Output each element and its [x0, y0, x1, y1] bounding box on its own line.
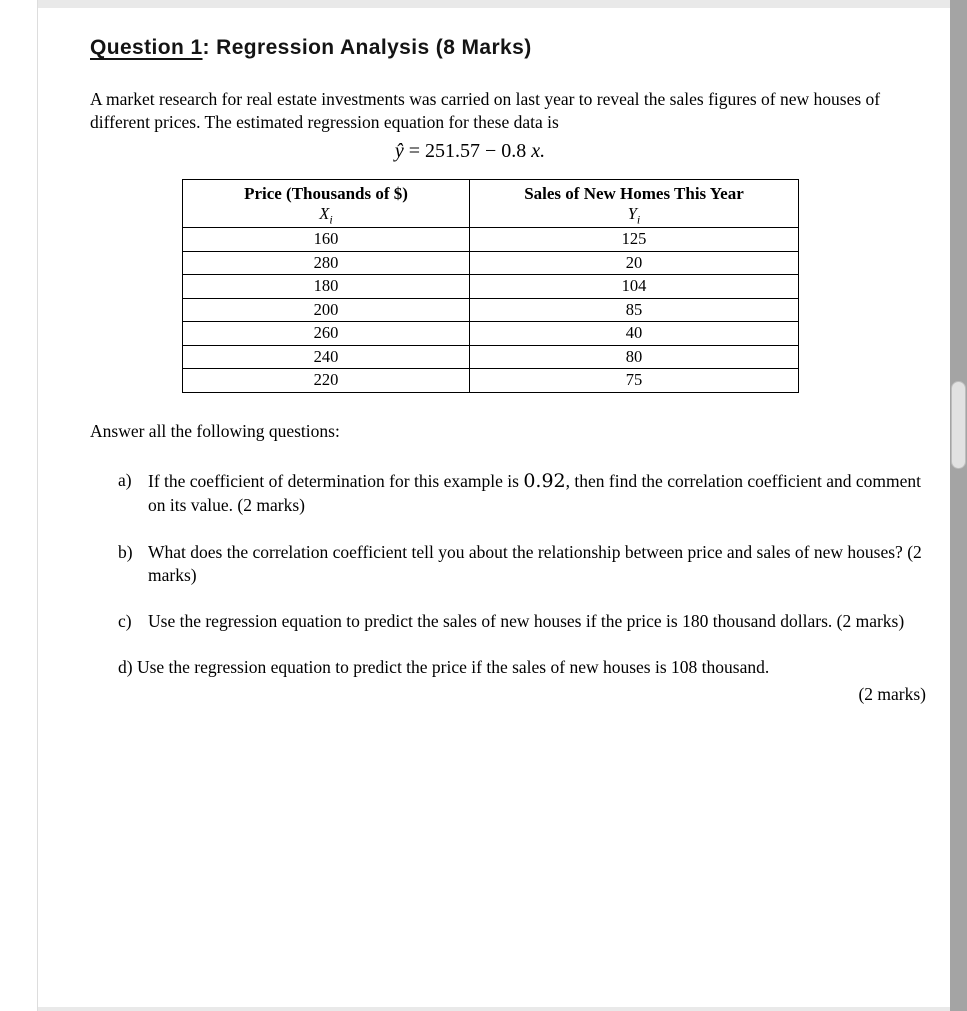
question-d-line — [118, 656, 926, 679]
answer-prompt: Answer all the following questions: — [90, 420, 340, 441]
question-label-c: c) — [118, 611, 132, 632]
equation-yhat: ŷ — [394, 140, 404, 163]
scrollbar-thumb[interactable] — [951, 381, 966, 469]
regression-equation — [90, 140, 850, 163]
table-cell: 85 — [470, 298, 799, 322]
question-a-pre: If the coefficient of determination for this example is — [148, 470, 524, 491]
question-item-d — [118, 656, 926, 706]
table-cell: 180 — [183, 275, 470, 299]
window-bottom-gap — [38, 1007, 950, 1011]
question-text-a — [148, 469, 926, 518]
sales-symbol-sub: i — [636, 212, 641, 227]
equation-x: x. — [531, 140, 546, 163]
table-cell: 104 — [470, 275, 799, 299]
question-d-marks: (2 marks) — [858, 683, 926, 704]
question-a-post: , then find the correlation coefficient and comment on its value. (2 marks) — [148, 470, 921, 516]
table-row — [183, 322, 799, 346]
question-text-d: Use the regression equation to predict the price if the sales of new houses is 108 thousand. — [136, 657, 770, 678]
question-label-b: b) — [118, 541, 133, 562]
sales-symbol — [470, 204, 798, 227]
table-header-row — [183, 180, 799, 228]
question-label-d: d) — [118, 657, 133, 678]
question-item-c — [118, 610, 926, 633]
price-symbol — [183, 204, 469, 227]
sales-header-label: Sales of New Homes This Year — [524, 184, 744, 204]
table-cell: 160 — [183, 228, 470, 252]
coefficient-of-determination-value: 0.92 — [523, 469, 566, 492]
table-cell: 40 — [470, 322, 799, 346]
questions-list — [118, 469, 926, 706]
question-text-c: Use the regression equation to predict the sales of new houses if the price is 180 thousand dollars. (2 marks) — [148, 611, 905, 632]
intro-paragraph: A market research for real estate investments was carried on last year to reveal the sales figures of new houses of different prices. The estimated regression equation for these data is — [90, 89, 881, 133]
sales-symbol-base: Y — [627, 204, 637, 224]
table-cell: 280 — [183, 251, 470, 275]
table-cell: 75 — [470, 369, 799, 393]
table-cell: 125 — [470, 228, 799, 252]
window-top-gap — [38, 0, 950, 8]
question-item-b — [118, 541, 926, 588]
table-cell: 240 — [183, 345, 470, 369]
question-text-b: What does the correlation coefficient tell you about the relationship between price and sales of new houses? (2 marks) — [148, 541, 922, 585]
question-title — [90, 36, 925, 60]
table-cell: 20 — [470, 251, 799, 275]
price-symbol-sub: i — [329, 212, 333, 227]
question-item-a — [118, 469, 926, 518]
price-symbol-base: X — [319, 204, 330, 224]
table-cell: 200 — [183, 298, 470, 322]
table-row — [183, 251, 799, 275]
table-header-price — [183, 180, 470, 228]
question-label-a: a) — [118, 469, 132, 490]
question-title-underlined: Question 1 — [90, 36, 203, 59]
table-row — [183, 345, 799, 369]
table-row — [183, 369, 799, 393]
table-cell: 80 — [470, 345, 799, 369]
table-row — [183, 275, 799, 299]
equation-body: = 251.57 − 0.8 — [408, 140, 527, 163]
table-cell: 260 — [183, 322, 470, 346]
price-header-label: Price (Thousands of $) — [244, 184, 408, 204]
table-row — [183, 298, 799, 322]
table-cell: 220 — [183, 369, 470, 393]
table-row — [183, 228, 799, 252]
document-page — [38, 8, 950, 1007]
scrollbar-track[interactable] — [950, 0, 967, 1011]
table-header-sales — [470, 180, 799, 228]
data-table — [182, 179, 799, 393]
question-title-rest: : Regression Analysis (8 Marks) — [202, 36, 532, 59]
